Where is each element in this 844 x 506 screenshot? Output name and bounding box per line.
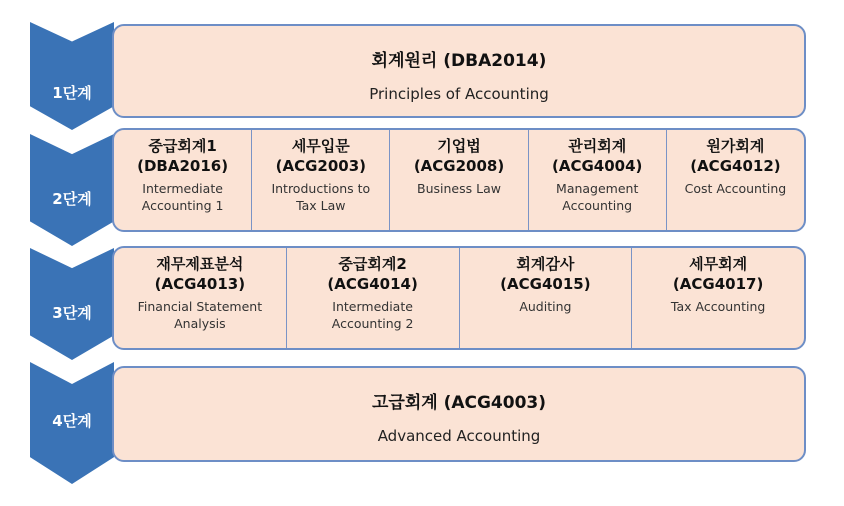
stage-3-label: 3단계: [52, 304, 92, 322]
course-cell: [389, 130, 527, 230]
stage-2-box: [112, 128, 806, 232]
course-korean-name: 중급회계1: [148, 137, 217, 155]
course-code: (ACG4017): [672, 275, 764, 293]
stage-3-box: [112, 246, 806, 350]
stage-4-label: 4단계: [52, 412, 92, 430]
stage-1-label: 1단계: [52, 84, 92, 102]
course-english-name: Tax Accounting: [670, 299, 766, 314]
course-korean-name: 관리회계: [568, 137, 627, 155]
course-korean-name: 기업법: [437, 137, 481, 155]
stage-4-box: [112, 366, 806, 462]
course-cell: [251, 130, 389, 230]
course-cell: [666, 130, 804, 230]
course-korean-name: 세무입문: [291, 137, 350, 155]
course-english-name: Business Law: [417, 181, 501, 196]
course-code: (ACG4014): [327, 275, 418, 293]
course-english-name: Auditing: [519, 299, 572, 314]
stage-2-label: 2단계: [52, 190, 92, 208]
stage-2-course-row: [114, 130, 804, 230]
course-cell: [114, 248, 286, 348]
course-cell: [528, 130, 666, 230]
course-korean-name: 재무제표분석: [156, 255, 244, 273]
course-korean-name: 원가회계: [706, 137, 765, 155]
stage-1-course-english: Principles of Accounting: [369, 85, 549, 103]
course-code: (ACG2003): [275, 157, 366, 175]
course-english-name: Cost Accounting: [684, 181, 787, 196]
stage-4-course-english: Advanced Accounting: [377, 427, 541, 445]
course-english-name: Intermediate Accounting 1: [141, 181, 224, 213]
course-code: (ACG4012): [690, 157, 781, 175]
course-english-name: Intermediate Accounting 2: [331, 299, 414, 331]
course-code: (DBA2016): [137, 157, 229, 175]
stage-1-course-korean: 회계원리 (DBA2014): [371, 51, 547, 71]
course-cell: [459, 248, 632, 348]
course-korean-name: 회계감사: [516, 255, 575, 273]
stage-4-course-korean: 고급회계 (ACG4003): [371, 393, 547, 413]
course-cell: [286, 248, 459, 348]
stage-1-box: [112, 24, 806, 118]
course-code: (ACG4004): [552, 157, 643, 175]
course-code: (ACG4015): [500, 275, 591, 293]
course-code: (ACG4013): [154, 275, 246, 293]
course-cell: [631, 248, 804, 348]
course-code: (ACG2008): [413, 157, 505, 175]
stage-1-arrow: [30, 22, 114, 130]
stage-3-course-row: [114, 248, 804, 348]
course-cell: [114, 130, 251, 230]
course-english-name: Financial Statement Analysis: [137, 299, 263, 331]
course-english-name: Introductions to Tax Law: [271, 181, 371, 213]
course-english-name: Management Accounting: [556, 181, 639, 213]
course-korean-name: 중급회계2: [338, 255, 407, 273]
course-korean-name: 세무회계: [689, 255, 748, 273]
